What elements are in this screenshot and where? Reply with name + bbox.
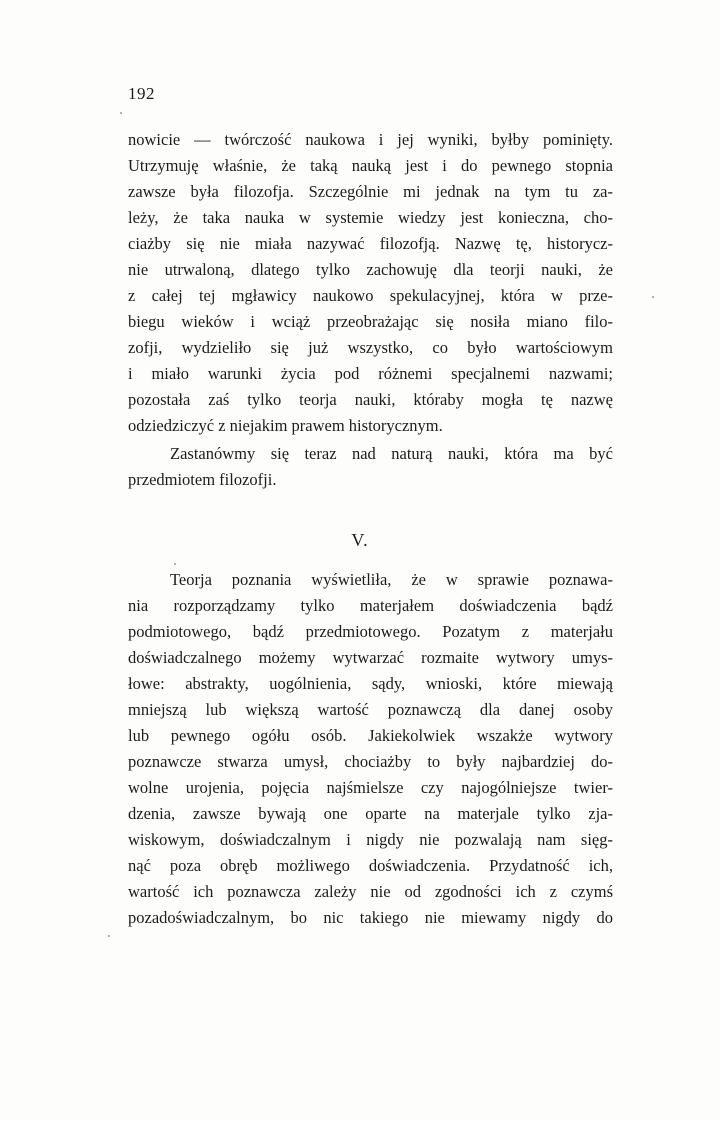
text-line: pozadoświadczalnym, bo nic takiego nie miewamy nigdy do bbox=[128, 908, 613, 927]
text-line: ciażby się nie miała nazywać filozofją. Nazwę tę, historycz- bbox=[128, 234, 613, 253]
text-line: wartość ich poznawcza zależy nie od zgodności ich z czymś bbox=[128, 882, 613, 901]
text-line: podmiotowego, bądź przedmiotowego. Pozatym z materjału bbox=[128, 622, 613, 641]
text-line: wiskowym, doświadczalnym i nigdy nie pozwalają nam sięg- bbox=[128, 830, 613, 849]
text-line: odziedziczyć z niejakim prawem historycznym. bbox=[128, 416, 443, 435]
scan-speck bbox=[108, 935, 110, 937]
text-line: Zastanówmy się teraz nad naturą nauki, która ma być bbox=[170, 444, 613, 463]
text-line: dzenia, zawsze bywają one oparte na materjale tylko zja- bbox=[128, 804, 613, 823]
text-line: leży, że taka nauka w systemie wiedzy jest konieczna, cho- bbox=[128, 208, 613, 227]
text-line: doświadczalnego możemy wytwarzać rozmaite wytwory umys- bbox=[128, 648, 613, 667]
scan-speck bbox=[174, 563, 176, 565]
text-line: pozostała zaś tylko teorja nauki, któraby mogła tę nazwę bbox=[128, 390, 613, 409]
text-line: lub pewnego ogółu osób. Jakiekolwiek wszakże wytwory bbox=[128, 726, 613, 745]
text-line: nie utrwaloną, dlatego tylko zachowuję dla teorji nauki, że bbox=[128, 260, 613, 279]
text-line: łowe: abstrakty, uogólnienia, sądy, wnioski, które miewają bbox=[128, 674, 613, 693]
text-line: i miało warunki życia pod różnemi specjalnemi nazwami; bbox=[128, 364, 613, 383]
text-line: biegu wieków i wciąż przeobrażając się nosiła miano filo- bbox=[128, 312, 613, 331]
text-line: z całej tej mgławicy naukowo spekulacyjnej, która w prze- bbox=[128, 286, 613, 305]
section-heading: V. bbox=[351, 530, 369, 550]
text-line: zofji, wydzieliło się już wszystko, co było wartościowym bbox=[128, 338, 613, 357]
scan-speck bbox=[120, 112, 122, 114]
text-line: poznawcze stwarza umysł, chociażby to były najbardziej do- bbox=[128, 752, 613, 771]
text-line: przedmiotem filozofji. bbox=[128, 470, 277, 489]
text-line: mniejszą lub większą wartość poznawczą dla danej osoby bbox=[128, 700, 613, 719]
scan-speck bbox=[652, 296, 654, 298]
text-line: nąć poza obręb możliwego doświadczenia. Przydatność ich, bbox=[128, 856, 613, 875]
text-line: Teorja poznania wyświetliła, że w sprawie poznawa- bbox=[170, 570, 613, 589]
text-line: nia rozporządzamy tylko materjałem doświadczenia bądź bbox=[128, 596, 613, 615]
page-number: 192 bbox=[128, 84, 155, 103]
text-line: nowicie — twórczość naukowa i jej wyniki, byłby pominięty. bbox=[128, 130, 613, 149]
text-line: zawsze była filozofja. Szczególnie mi jednak na tym tu za- bbox=[128, 182, 613, 201]
text-line: Utrzymuję właśnie, że taką nauką jest i do pewnego stopnia bbox=[128, 156, 613, 175]
text-line: wolne urojenia, pojęcia najśmielsze czy najogólniejsze twier- bbox=[128, 778, 613, 797]
